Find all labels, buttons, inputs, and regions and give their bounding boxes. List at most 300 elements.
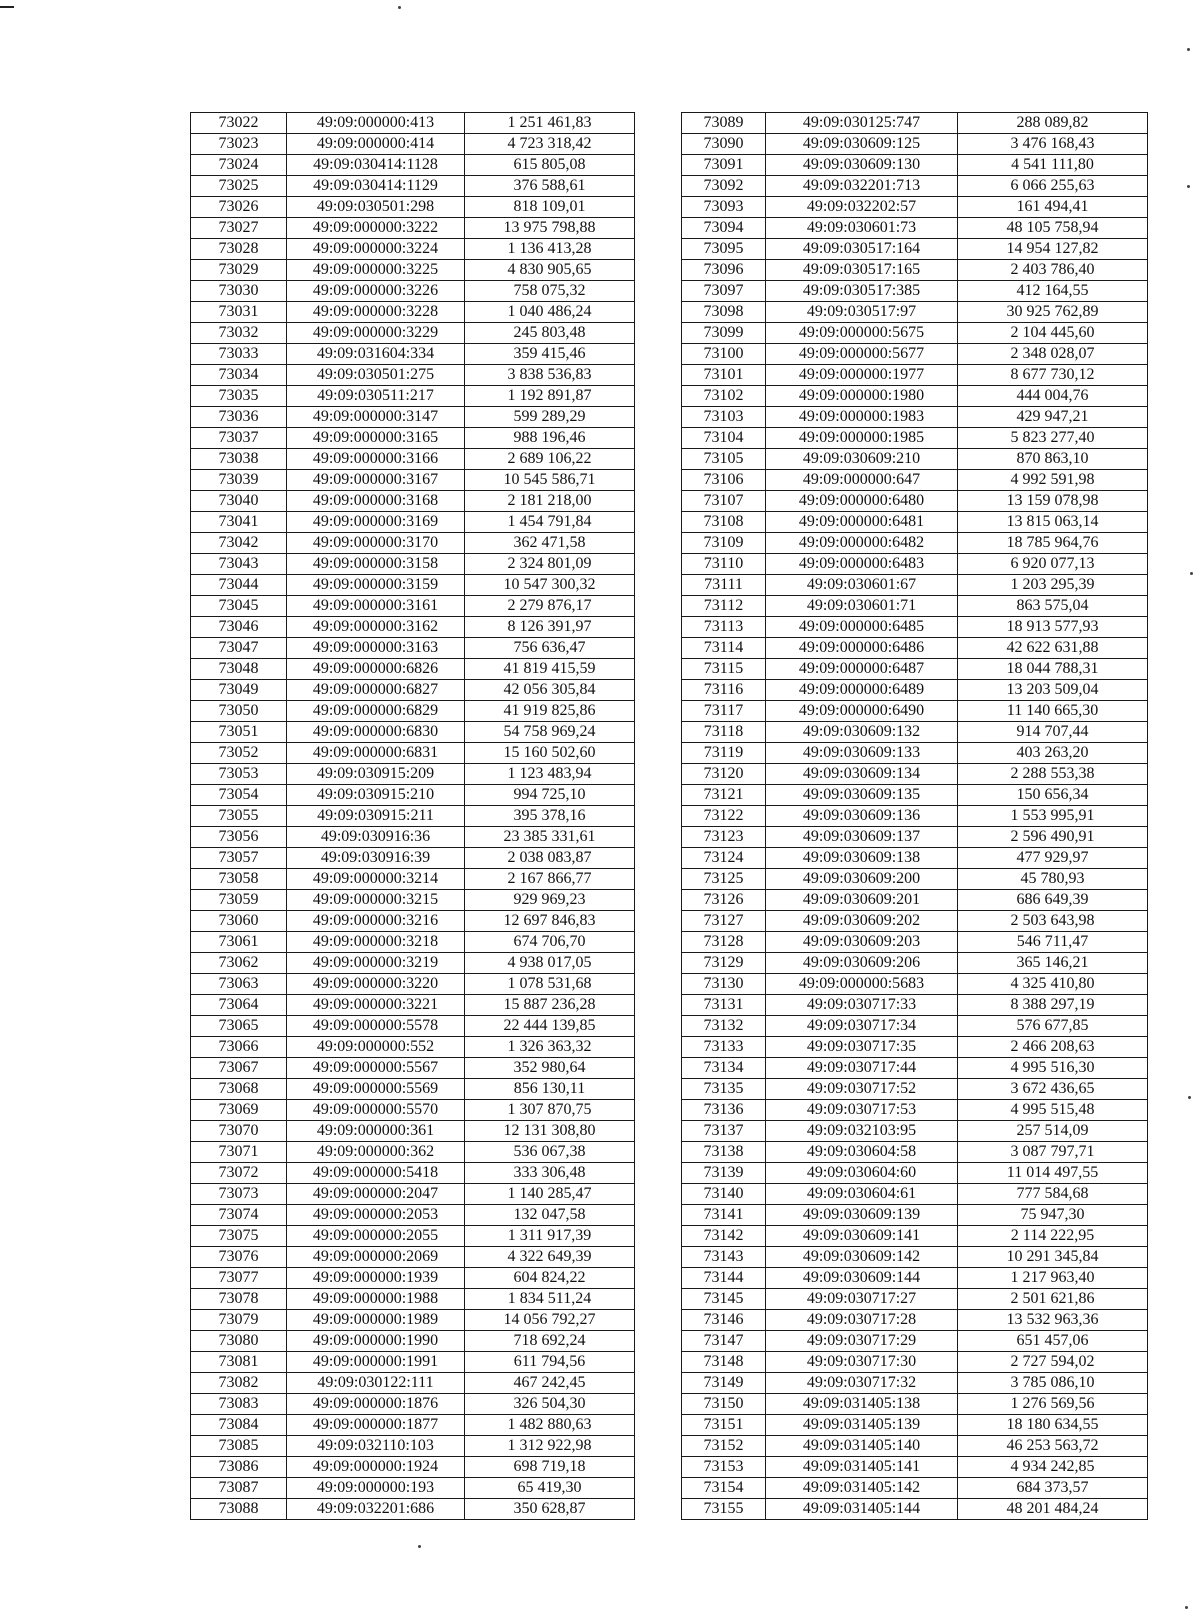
cadastral-number-cell: 49:09:030609:133 — [766, 743, 958, 764]
cadastral-number-cell: 49:09:030717:52 — [766, 1079, 958, 1100]
cadastral-number-cell: 49:09:032103:95 — [766, 1121, 958, 1142]
value-cell: 4 541 111,80 — [958, 155, 1148, 176]
table-row — [682, 155, 1148, 176]
row-number-cell: 73099 — [682, 323, 766, 344]
value-cell: 1 123 483,94 — [465, 764, 635, 785]
table-row — [682, 113, 1148, 134]
table-row — [682, 281, 1148, 302]
row-number-cell: 73082 — [191, 1373, 287, 1394]
cadastral-number-cell: 49:09:000000:3159 — [287, 575, 465, 596]
cadastral-number-cell: 49:09:000000:1977 — [766, 365, 958, 386]
table-row — [191, 1478, 635, 1499]
table-row — [682, 428, 1148, 449]
row-number-cell: 73083 — [191, 1394, 287, 1415]
row-number-cell: 73110 — [682, 554, 766, 575]
table-row — [191, 155, 635, 176]
row-number-cell: 73084 — [191, 1415, 287, 1436]
table-row — [682, 1142, 1148, 1163]
cadastral-number-cell: 49:09:000000:3169 — [287, 512, 465, 533]
cadastral-number-cell: 49:09:000000:1990 — [287, 1331, 465, 1352]
table-row — [682, 806, 1148, 827]
table-row — [682, 1100, 1148, 1121]
table-row — [682, 680, 1148, 701]
table-row — [191, 386, 635, 407]
table-row — [191, 995, 635, 1016]
value-cell: 2 501 621,86 — [958, 1289, 1148, 1310]
row-number-cell: 73039 — [191, 470, 287, 491]
value-cell: 2 288 553,38 — [958, 764, 1148, 785]
value-cell: 477 929,97 — [958, 848, 1148, 869]
row-number-cell: 73102 — [682, 386, 766, 407]
right-data-table — [681, 112, 1148, 1520]
row-number-cell: 73028 — [191, 239, 287, 260]
table-row — [682, 1163, 1148, 1184]
row-number-cell: 73051 — [191, 722, 287, 743]
value-cell: 870 863,10 — [958, 449, 1148, 470]
table-row — [191, 1394, 635, 1415]
row-number-cell: 73100 — [682, 344, 766, 365]
value-cell: 615 805,08 — [465, 155, 635, 176]
cadastral-number-cell: 49:09:030915:210 — [287, 785, 465, 806]
row-number-cell: 73151 — [682, 1415, 766, 1436]
cadastral-number-cell: 49:09:000000:2069 — [287, 1247, 465, 1268]
row-number-cell: 73066 — [191, 1037, 287, 1058]
table-row — [191, 1499, 635, 1520]
cadastral-number-cell: 49:09:030609:200 — [766, 869, 958, 890]
cadastral-number-cell: 49:09:000000:3162 — [287, 617, 465, 638]
table-row — [191, 1100, 635, 1121]
table-row — [682, 1373, 1148, 1394]
table-row — [191, 197, 635, 218]
table-row — [191, 491, 635, 512]
value-cell: 818 109,01 — [465, 197, 635, 218]
cadastral-number-cell: 49:09:000000:3216 — [287, 911, 465, 932]
value-cell: 777 584,68 — [958, 1184, 1148, 1205]
cadastral-number-cell: 49:09:000000:3228 — [287, 302, 465, 323]
row-number-cell: 73076 — [191, 1247, 287, 1268]
table-row — [191, 848, 635, 869]
cadastral-number-cell: 49:09:030609:137 — [766, 827, 958, 848]
row-number-cell: 73046 — [191, 617, 287, 638]
row-number-cell: 73091 — [682, 155, 766, 176]
row-number-cell: 73133 — [682, 1037, 766, 1058]
table-row — [191, 113, 635, 134]
table-row — [682, 1352, 1148, 1373]
cadastral-number-cell: 49:09:000000:3165 — [287, 428, 465, 449]
value-cell: 444 004,76 — [958, 386, 1148, 407]
table-row — [682, 869, 1148, 890]
table-row — [682, 386, 1148, 407]
table-row — [682, 596, 1148, 617]
value-cell: 1 326 363,32 — [465, 1037, 635, 1058]
row-number-cell: 73106 — [682, 470, 766, 491]
value-cell: 48 105 758,94 — [958, 218, 1148, 239]
cadastral-number-cell: 49:09:030609:202 — [766, 911, 958, 932]
row-number-cell: 73096 — [682, 260, 766, 281]
row-number-cell: 73057 — [191, 848, 287, 869]
cadastral-number-cell: 49:09:030601:73 — [766, 218, 958, 239]
value-cell: 46 253 563,72 — [958, 1436, 1148, 1457]
table-row — [191, 806, 635, 827]
value-cell: 2 038 083,87 — [465, 848, 635, 869]
value-cell: 48 201 484,24 — [958, 1499, 1148, 1520]
table-row — [191, 680, 635, 701]
table-row — [191, 281, 635, 302]
value-cell: 684 373,57 — [958, 1478, 1148, 1499]
cadastral-number-cell: 49:09:000000:3224 — [287, 239, 465, 260]
value-cell: 1 251 461,83 — [465, 113, 635, 134]
row-number-cell: 73098 — [682, 302, 766, 323]
row-number-cell: 73085 — [191, 1436, 287, 1457]
value-cell: 863 575,04 — [958, 596, 1148, 617]
table-row — [682, 470, 1148, 491]
row-number-cell: 73134 — [682, 1058, 766, 1079]
value-cell: 13 203 509,04 — [958, 680, 1148, 701]
table-row — [191, 617, 635, 638]
table-row — [191, 1205, 635, 1226]
row-number-cell: 73108 — [682, 512, 766, 533]
cadastral-number-cell: 49:09:000000:3214 — [287, 869, 465, 890]
value-cell: 288 089,82 — [958, 113, 1148, 134]
table-row — [191, 932, 635, 953]
row-number-cell: 73143 — [682, 1247, 766, 1268]
row-number-cell: 73129 — [682, 953, 766, 974]
value-cell: 3 838 536,83 — [465, 365, 635, 386]
cadastral-number-cell: 49:09:030604:58 — [766, 1142, 958, 1163]
cadastral-number-cell: 49:09:000000:413 — [287, 113, 465, 134]
row-number-cell: 73027 — [191, 218, 287, 239]
table-row — [191, 1436, 635, 1457]
value-cell: 674 706,70 — [465, 932, 635, 953]
value-cell: 5 823 277,40 — [958, 428, 1148, 449]
value-cell: 536 067,38 — [465, 1142, 635, 1163]
table-row — [682, 1247, 1148, 1268]
scan-speck — [398, 6, 401, 9]
table-row — [682, 827, 1148, 848]
table-row — [682, 743, 1148, 764]
row-number-cell: 73034 — [191, 365, 287, 386]
value-cell: 412 164,55 — [958, 281, 1148, 302]
scan-speck — [1185, 1606, 1188, 1609]
value-cell: 4 322 649,39 — [465, 1247, 635, 1268]
row-number-cell: 73049 — [191, 680, 287, 701]
table-row — [191, 239, 635, 260]
cadastral-number-cell: 49:09:000000:1876 — [287, 1394, 465, 1415]
cadastral-number-cell: 49:09:000000:3221 — [287, 995, 465, 1016]
value-cell: 23 385 331,61 — [465, 827, 635, 848]
table-row — [682, 323, 1148, 344]
cadastral-number-cell: 49:09:000000:3163 — [287, 638, 465, 659]
row-number-cell: 73025 — [191, 176, 287, 197]
row-number-cell: 73132 — [682, 1016, 766, 1037]
table-row — [191, 344, 635, 365]
cadastral-number-cell: 49:09:030717:53 — [766, 1100, 958, 1121]
table-row — [191, 1142, 635, 1163]
cadastral-number-cell: 49:09:000000:3225 — [287, 260, 465, 281]
cadastral-number-cell: 49:09:000000:3168 — [287, 491, 465, 512]
cadastral-number-cell: 49:09:000000:362 — [287, 1142, 465, 1163]
table-row — [191, 785, 635, 806]
cadastral-number-cell: 49:09:000000:5677 — [766, 344, 958, 365]
value-cell: 1 140 285,47 — [465, 1184, 635, 1205]
row-number-cell: 73088 — [191, 1499, 287, 1520]
row-number-cell: 73146 — [682, 1310, 766, 1331]
table-row — [191, 869, 635, 890]
table-row — [191, 743, 635, 764]
row-number-cell: 73029 — [191, 260, 287, 281]
table-row — [682, 491, 1148, 512]
cadastral-number-cell: 49:09:000000:361 — [287, 1121, 465, 1142]
row-number-cell: 73089 — [682, 113, 766, 134]
value-cell: 2 324 801,09 — [465, 554, 635, 575]
table-row — [191, 575, 635, 596]
row-number-cell: 73120 — [682, 764, 766, 785]
row-number-cell: 73107 — [682, 491, 766, 512]
table-row — [682, 1268, 1148, 1289]
row-number-cell: 73058 — [191, 869, 287, 890]
cadastral-number-cell: 49:09:000000:1983 — [766, 407, 958, 428]
table-row — [191, 1457, 635, 1478]
cadastral-number-cell: 49:09:030609:135 — [766, 785, 958, 806]
cadastral-number-cell: 49:09:000000:414 — [287, 134, 465, 155]
row-number-cell: 73112 — [682, 596, 766, 617]
cadastral-number-cell: 49:09:000000:2055 — [287, 1226, 465, 1247]
value-cell: 403 263,20 — [958, 743, 1148, 764]
row-number-cell: 73065 — [191, 1016, 287, 1037]
value-cell: 161 494,41 — [958, 197, 1148, 218]
value-cell: 3 476 168,43 — [958, 134, 1148, 155]
value-cell: 245 803,48 — [465, 323, 635, 344]
cadastral-number-cell: 49:09:032202:57 — [766, 197, 958, 218]
table-row — [191, 533, 635, 554]
row-number-cell: 73095 — [682, 239, 766, 260]
table-row — [682, 512, 1148, 533]
table-row — [682, 1331, 1148, 1352]
table-row — [682, 1079, 1148, 1100]
cadastral-number-cell: 49:09:030601:67 — [766, 575, 958, 596]
value-cell: 18 913 577,93 — [958, 617, 1148, 638]
row-number-cell: 73068 — [191, 1079, 287, 1100]
cadastral-number-cell: 49:09:000000:6486 — [766, 638, 958, 659]
table-row — [682, 1289, 1148, 1310]
row-number-cell: 73069 — [191, 1100, 287, 1121]
row-number-cell: 73126 — [682, 890, 766, 911]
table-row — [191, 1058, 635, 1079]
value-cell: 2 503 643,98 — [958, 911, 1148, 932]
table-row — [682, 1037, 1148, 1058]
table-row — [682, 1499, 1148, 1520]
row-number-cell: 73153 — [682, 1457, 766, 1478]
row-number-cell: 73062 — [191, 953, 287, 974]
table-row — [191, 1310, 635, 1331]
cadastral-number-cell: 49:09:030609:136 — [766, 806, 958, 827]
row-number-cell: 73055 — [191, 806, 287, 827]
value-cell: 13 975 798,88 — [465, 218, 635, 239]
cadastral-number-cell: 49:09:000000:193 — [287, 1478, 465, 1499]
value-cell: 12 697 846,83 — [465, 911, 635, 932]
table-row — [191, 911, 635, 932]
row-number-cell: 73070 — [191, 1121, 287, 1142]
cadastral-number-cell: 49:09:000000:1991 — [287, 1352, 465, 1373]
row-number-cell: 73038 — [191, 449, 287, 470]
table-row — [682, 974, 1148, 995]
cadastral-number-cell: 49:09:030609:201 — [766, 890, 958, 911]
value-cell: 132 047,58 — [465, 1205, 635, 1226]
row-number-cell: 73154 — [682, 1478, 766, 1499]
cadastral-number-cell: 49:09:000000:2053 — [287, 1205, 465, 1226]
table-row — [191, 722, 635, 743]
table-row — [682, 1184, 1148, 1205]
value-cell: 429 947,21 — [958, 407, 1148, 428]
cadastral-number-cell: 49:09:032110:103 — [287, 1436, 465, 1457]
value-cell: 4 723 318,42 — [465, 134, 635, 155]
value-cell: 2 104 445,60 — [958, 323, 1148, 344]
table-row — [682, 848, 1148, 869]
table-row — [191, 260, 635, 281]
value-cell: 326 504,30 — [465, 1394, 635, 1415]
row-number-cell: 73037 — [191, 428, 287, 449]
row-number-cell: 73122 — [682, 806, 766, 827]
value-cell: 756 636,47 — [465, 638, 635, 659]
cadastral-number-cell: 49:09:030609:203 — [766, 932, 958, 953]
cadastral-number-cell: 49:09:030915:209 — [287, 764, 465, 785]
table-row — [191, 134, 635, 155]
cadastral-number-cell: 49:09:000000:3226 — [287, 281, 465, 302]
value-cell: 2 167 866,77 — [465, 869, 635, 890]
table-row — [682, 575, 1148, 596]
cadastral-number-cell: 49:09:030916:39 — [287, 848, 465, 869]
row-number-cell: 73114 — [682, 638, 766, 659]
value-cell: 4 325 410,80 — [958, 974, 1148, 995]
value-cell: 599 289,29 — [465, 407, 635, 428]
table-row — [191, 974, 635, 995]
value-cell: 42 056 305,84 — [465, 680, 635, 701]
value-cell: 2 279 876,17 — [465, 596, 635, 617]
value-cell: 856 130,11 — [465, 1079, 635, 1100]
value-cell: 41 819 415,59 — [465, 659, 635, 680]
row-number-cell: 73130 — [682, 974, 766, 995]
table-row — [682, 1121, 1148, 1142]
row-number-cell: 73119 — [682, 743, 766, 764]
cadastral-number-cell: 49:09:000000:3167 — [287, 470, 465, 491]
row-number-cell: 73131 — [682, 995, 766, 1016]
value-cell: 3 672 436,65 — [958, 1079, 1148, 1100]
row-number-cell: 73135 — [682, 1079, 766, 1100]
value-cell: 12 131 308,80 — [465, 1121, 635, 1142]
row-number-cell: 73128 — [682, 932, 766, 953]
row-number-cell: 73061 — [191, 932, 287, 953]
value-cell: 395 378,16 — [465, 806, 635, 827]
value-cell: 150 656,34 — [958, 785, 1148, 806]
cadastral-number-cell: 49:09:000000:3219 — [287, 953, 465, 974]
row-number-cell: 73117 — [682, 701, 766, 722]
cadastral-number-cell: 49:09:000000:3222 — [287, 218, 465, 239]
row-number-cell: 73090 — [682, 134, 766, 155]
cadastral-number-cell: 49:09:000000:1939 — [287, 1268, 465, 1289]
cadastral-number-cell: 49:09:030501:298 — [287, 197, 465, 218]
table-row — [682, 176, 1148, 197]
cadastral-number-cell: 49:09:030122:111 — [287, 1373, 465, 1394]
value-cell: 4 934 242,85 — [958, 1457, 1148, 1478]
row-number-cell: 73127 — [682, 911, 766, 932]
cadastral-number-cell: 49:09:030609:130 — [766, 155, 958, 176]
table-row — [191, 1247, 635, 1268]
value-cell: 546 711,47 — [958, 932, 1148, 953]
row-number-cell: 73141 — [682, 1205, 766, 1226]
value-cell: 15 887 236,28 — [465, 995, 635, 1016]
row-number-cell: 73032 — [191, 323, 287, 344]
scan-speck — [1187, 48, 1190, 51]
row-number-cell: 73026 — [191, 197, 287, 218]
table-row — [682, 407, 1148, 428]
cadastral-number-cell: 49:09:030609:142 — [766, 1247, 958, 1268]
cadastral-number-cell: 49:09:000000:6480 — [766, 491, 958, 512]
table-row — [682, 1205, 1148, 1226]
cadastral-number-cell: 49:09:000000:6826 — [287, 659, 465, 680]
row-number-cell: 73116 — [682, 680, 766, 701]
cadastral-number-cell: 49:09:030717:44 — [766, 1058, 958, 1079]
value-cell: 11 014 497,55 — [958, 1163, 1148, 1184]
value-cell: 1 217 963,40 — [958, 1268, 1148, 1289]
table-row — [682, 365, 1148, 386]
table-row — [191, 554, 635, 575]
value-cell: 8 677 730,12 — [958, 365, 1148, 386]
value-cell: 1 482 880,63 — [465, 1415, 635, 1436]
value-cell: 1 307 870,75 — [465, 1100, 635, 1121]
cadastral-number-cell: 49:09:000000:6483 — [766, 554, 958, 575]
table-row — [191, 470, 635, 491]
value-cell: 18 044 788,31 — [958, 659, 1148, 680]
value-cell: 13 815 063,14 — [958, 512, 1148, 533]
row-number-cell: 73073 — [191, 1184, 287, 1205]
table-row — [682, 932, 1148, 953]
row-number-cell: 73035 — [191, 386, 287, 407]
value-cell: 362 471,58 — [465, 533, 635, 554]
row-number-cell: 73050 — [191, 701, 287, 722]
cadastral-number-cell: 49:09:030717:27 — [766, 1289, 958, 1310]
value-cell: 376 588,61 — [465, 176, 635, 197]
value-cell: 352 980,64 — [465, 1058, 635, 1079]
row-number-cell: 73138 — [682, 1142, 766, 1163]
row-number-cell: 73053 — [191, 764, 287, 785]
row-number-cell: 73145 — [682, 1289, 766, 1310]
cadastral-number-cell: 49:09:000000:5683 — [766, 974, 958, 995]
cadastral-number-cell: 49:09:000000:6831 — [287, 743, 465, 764]
row-number-cell: 73155 — [682, 1499, 766, 1520]
value-cell: 2 727 594,02 — [958, 1352, 1148, 1373]
table-row — [191, 827, 635, 848]
row-number-cell: 73075 — [191, 1226, 287, 1247]
cadastral-number-cell: 49:09:031604:334 — [287, 344, 465, 365]
cadastral-number-cell: 49:09:030609:139 — [766, 1205, 958, 1226]
cadastral-number-cell: 49:09:032201:713 — [766, 176, 958, 197]
cadastral-number-cell: 49:09:000000:1980 — [766, 386, 958, 407]
row-number-cell: 73048 — [191, 659, 287, 680]
cadastral-number-cell: 49:09:030414:1129 — [287, 176, 465, 197]
row-number-cell: 73078 — [191, 1289, 287, 1310]
cadastral-number-cell: 49:09:000000:2047 — [287, 1184, 465, 1205]
value-cell: 1 553 995,91 — [958, 806, 1148, 827]
value-cell: 41 919 825,86 — [465, 701, 635, 722]
value-cell: 686 649,39 — [958, 890, 1148, 911]
value-cell: 13 532 963,36 — [958, 1310, 1148, 1331]
table-row — [191, 1415, 635, 1436]
cadastral-number-cell: 49:09:000000:6487 — [766, 659, 958, 680]
table-row — [682, 1457, 1148, 1478]
value-cell: 257 514,09 — [958, 1121, 1148, 1142]
cadastral-number-cell: 49:09:030717:34 — [766, 1016, 958, 1037]
value-cell: 22 444 139,85 — [465, 1016, 635, 1037]
